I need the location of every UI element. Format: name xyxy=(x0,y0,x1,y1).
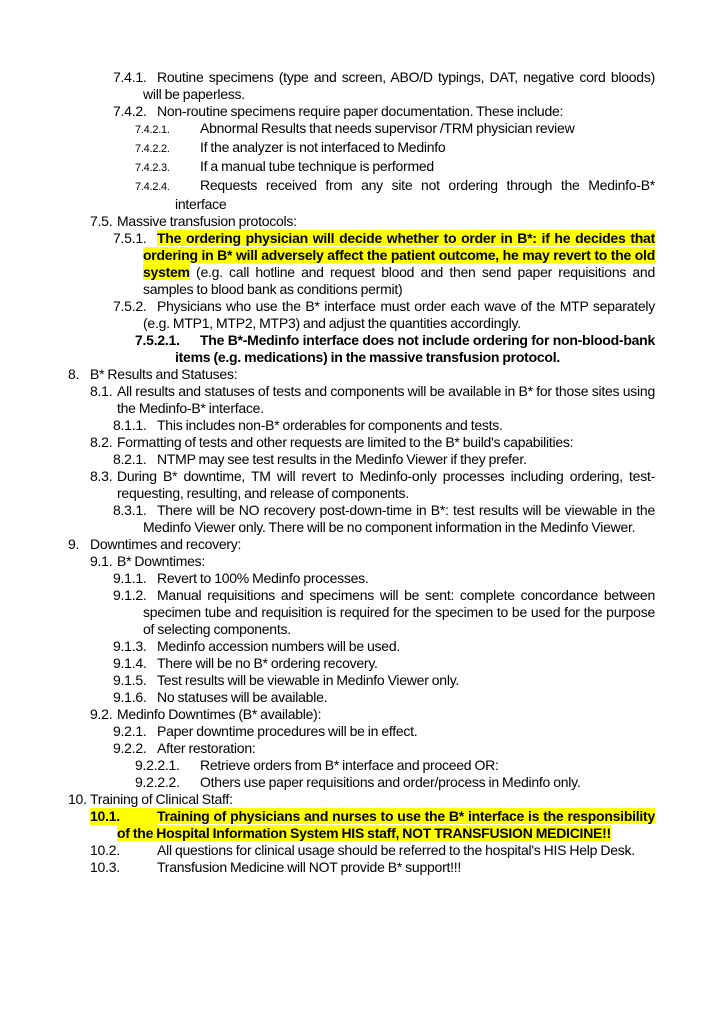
item-text: No statuses will be available. xyxy=(157,689,328,705)
list-item xyxy=(0,332,655,366)
item-number: 8.2. xyxy=(90,434,113,450)
list-item xyxy=(0,103,655,120)
list-item xyxy=(0,502,655,536)
item-text: Retrieve orders from B* interface and proceed OR: xyxy=(200,757,499,773)
item-number: 10.1. xyxy=(90,808,157,825)
list-item xyxy=(0,177,655,213)
item-text: Training of Clinical Staff: xyxy=(90,791,233,807)
item-number: 9.2.2. xyxy=(113,740,147,756)
item-number: 9.1.3. xyxy=(113,638,147,654)
list-item xyxy=(0,383,655,417)
list-item xyxy=(0,587,655,638)
list-item xyxy=(0,139,655,158)
list-item xyxy=(0,536,655,553)
item-number: 7.4.2. xyxy=(113,103,147,119)
item-text: After restoration: xyxy=(157,740,256,756)
item-number: 7.4.2.2. xyxy=(135,143,170,155)
item-number: 8.2.1. xyxy=(113,451,147,467)
list-item xyxy=(0,434,655,451)
list-item xyxy=(0,774,655,791)
list-item xyxy=(0,757,655,774)
item-number: 8.3. xyxy=(90,468,113,484)
list-item xyxy=(0,791,655,808)
item-text: Massive transfusion protocols: xyxy=(117,213,297,229)
item-text: (e.g. call hotline and request blood and then send paper requisitions and samples to blood bank as conditions permit) xyxy=(143,264,655,297)
list-item xyxy=(0,69,655,103)
item-text: Medinfo Downtimes (B* available): xyxy=(117,706,322,722)
item-text: Paper downtime procedures will be in effect. xyxy=(157,723,418,739)
list-item xyxy=(0,808,655,842)
item-number: 7.5. xyxy=(90,213,113,229)
item-text: Abnormal Results that needs supervisor /TRM physician review xyxy=(200,120,575,136)
item-text: This includes non-B* orderables for components and tests. xyxy=(157,417,503,433)
item-number: 8.1. xyxy=(90,383,113,399)
list-item xyxy=(0,706,655,723)
item-text: If the analyzer is not interfaced to Medinfo xyxy=(200,139,446,155)
item-text: Transfusion Medicine will NOT provide B* support!!! xyxy=(157,859,462,875)
item-text: B* Results and Statuses: xyxy=(90,366,238,382)
item-text: Physicians who use the B* interface must order each wave of the MTP separately (e.g. MTP1, MTP2, MTP3) and adjust the quantities accordingly. xyxy=(143,298,655,331)
item-number: 7.5.2.1. xyxy=(135,332,180,348)
item-text: Manual requisitions and specimens will be sent: complete concordance between specimen tube and requisition is required for the specimen to be used for the purpose of selecting components. xyxy=(143,587,655,637)
item-text: B* Downtimes: xyxy=(117,553,206,569)
list-item xyxy=(0,366,655,383)
list-item xyxy=(0,298,655,332)
item-number: 9. xyxy=(68,536,80,552)
item-number: 7.5.2. xyxy=(113,298,147,314)
item-text: All results and statuses of tests and components will be available in B* for those sites using the Medinfo-B* interface. xyxy=(117,383,655,416)
list-item xyxy=(0,740,655,757)
item-number: 9.2. xyxy=(90,706,113,722)
document-body xyxy=(0,69,655,876)
list-item xyxy=(0,553,655,570)
item-number: 7.5.1. xyxy=(113,230,147,246)
item-number: 7.4.2.1. xyxy=(135,124,170,136)
item-text: Downtimes and recovery: xyxy=(90,536,242,552)
list-item xyxy=(0,417,655,434)
item-number: 9.1.2. xyxy=(113,587,147,603)
item-number: 9.1.1. xyxy=(113,570,147,586)
item-number: 9.1.4. xyxy=(113,655,147,671)
list-item xyxy=(0,655,655,672)
list-item xyxy=(0,570,655,587)
item-text: Routine specimens (type and screen, ABO/D typings, DAT, negative cord bloods) will be paperless. xyxy=(143,69,655,102)
item-number: 7.4.2.3. xyxy=(135,162,170,174)
item-number: 8.3.1. xyxy=(113,502,147,518)
list-item xyxy=(0,213,655,230)
item-text: There will be NO recovery post-down-time in B*: test results will be viewable in the Medinfo Viewer only. There will be no component information in the Medinfo Viewer. xyxy=(143,502,655,535)
item-text: Non-routine specimens require paper documentation. These include: xyxy=(157,103,564,119)
item-number: 10. xyxy=(68,791,87,807)
item-number: 7.4.1. xyxy=(113,69,147,85)
item-text: If a manual tube technique is performed xyxy=(200,158,434,174)
list-item xyxy=(0,723,655,740)
item-text: Test results will be viewable in Medinfo Viewer only. xyxy=(157,672,460,688)
item-text: Revert to 100% Medinfo processes. xyxy=(157,570,369,586)
item-text: Requests received from any site not ordering through the Medinfo-B* interface xyxy=(175,177,655,212)
item-number: 9.1. xyxy=(90,553,113,569)
list-item xyxy=(0,158,655,177)
list-item xyxy=(0,859,655,876)
list-item xyxy=(0,451,655,468)
list-item xyxy=(0,638,655,655)
item-number: 9.1.5. xyxy=(113,672,147,688)
highlighted-text: Training of physicians and nurses to use the B* interface is the responsibility of the Hospital Information System HIS staff, NOT TRANSFUSION MEDICINE!! xyxy=(117,808,655,841)
item-number: 9.2.2.2. xyxy=(135,774,180,790)
list-item xyxy=(0,842,655,859)
item-number: 8. xyxy=(68,366,80,382)
item-number: 7.4.2.4. xyxy=(135,181,170,193)
list-item xyxy=(0,689,655,706)
item-text: There will be no B* ordering recovery. xyxy=(157,655,378,671)
item-number: 8.1.1. xyxy=(113,417,147,433)
list-item xyxy=(0,230,655,298)
item-text: The B*-Medinfo interface does not include ordering for non-blood-bank items (e.g. medications) in the massive transfusion protocol. xyxy=(175,332,655,365)
item-text: During B* downtime, TM will revert to Medinfo-only processes including ordering, test-requesting, resulting, and release of components. xyxy=(117,468,655,501)
item-text: Formatting of tests and other requests are limited to the B* build's capabilities: xyxy=(117,434,574,450)
item-text: Medinfo accession numbers will be used. xyxy=(157,638,400,654)
item-number: 9.2.2.1. xyxy=(135,757,180,773)
item-number: 10.2. xyxy=(90,842,120,858)
item-number: 9.2.1. xyxy=(113,723,147,739)
list-item xyxy=(0,672,655,689)
item-text: All questions for clinical usage should be referred to the hospital's HIS Help Desk. xyxy=(157,842,635,858)
item-number: 9.1.6. xyxy=(113,689,147,705)
list-item xyxy=(0,120,655,139)
highlighted-text: The ordering physician will decide whether to order in B*: if he decides that ordering in B* will adversely affect the patient outcome, he may revert to the old system xyxy=(143,230,655,280)
item-number: 10.3. xyxy=(90,859,120,875)
item-text: Others use paper requisitions and order/process in Medinfo only. xyxy=(200,774,581,790)
list-item xyxy=(0,468,655,502)
item-text: NTMP may see test results in the Medinfo Viewer if they prefer. xyxy=(157,451,527,467)
